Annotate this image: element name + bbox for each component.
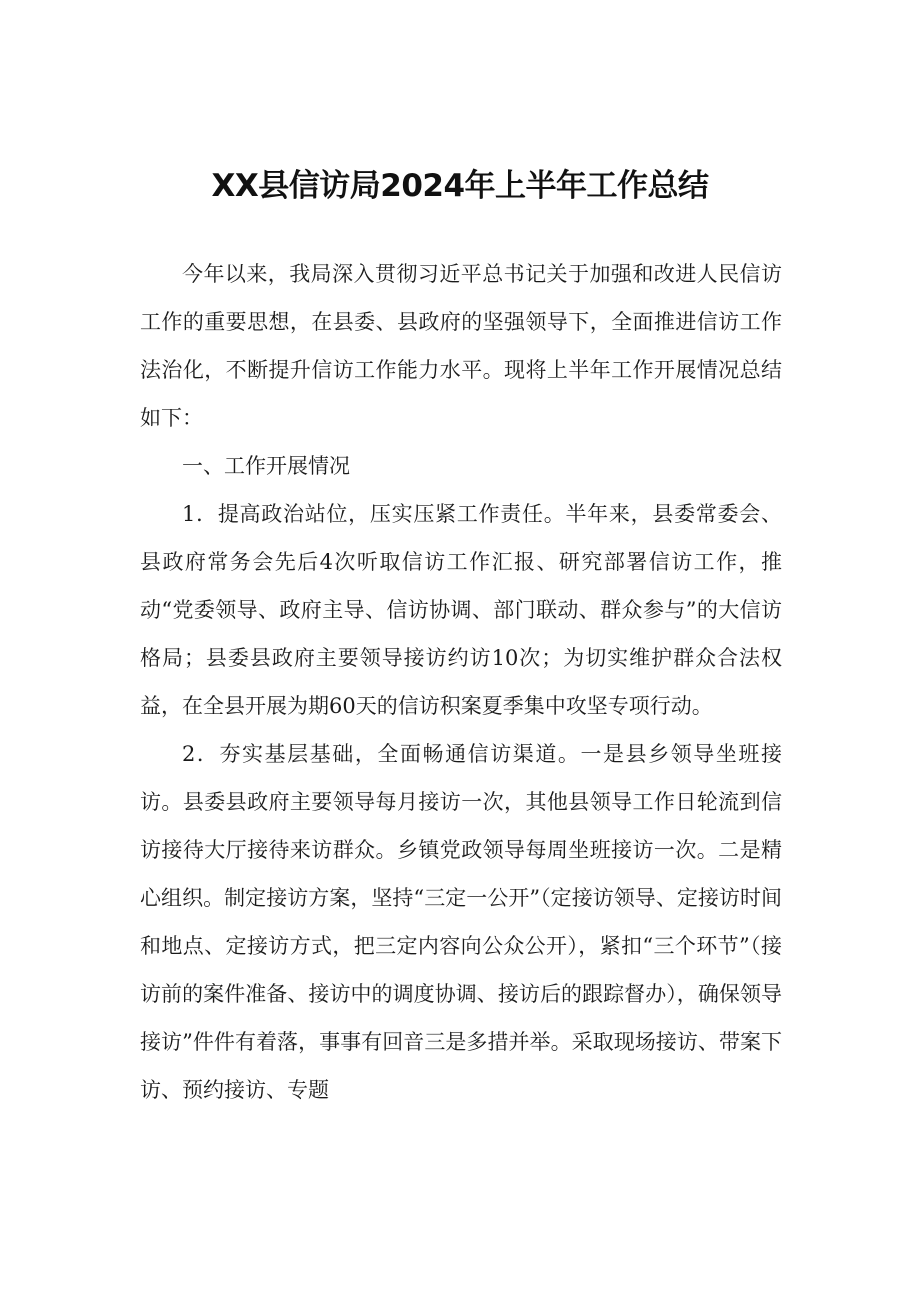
document-title: XX县信访局2024年上半年工作总结 — [211, 168, 709, 204]
paragraph-item-1: 1．提高政治站位，压实压紧工作责任。半年来，县委常委会、县政府常务会先后4次听取信访工作汇报、研究部署信访工作，推动“党委领导、政府主导、信访协调、部门联动、群众参与”的大信访格局；县委县政府主要领导接访约访10次；为切实维护群众合法权益，在全县开展为期60天的信访积案夏季集中攻坚专项行动。 — [140, 502, 782, 718]
document-body — [140, 250, 782, 1114]
intro-paragraph: 今年以来，我局深入贯彻习近平总书记关于加强和改进人民信访工作的重要思想，在县委、县政府的坚强领导下，全面推进信访工作法治化，不断提升信访工作能力水平。现将上半年工作开展情况总结如下： — [140, 262, 782, 430]
paragraph-item-2: 2．夯实基层基础，全面畅通信访渠道。一是县乡领导坐班接访。县委县政府主要领导每月接访一次，其他县领导工作日轮流到信访接待大厅接待来访群众。乡镇党政领导每周坐班接访一次。二是精心组织。制定接访方案，坚持“三定一公开”（定接访领导、定接访时间和地点、定接访方式，把三定内容向公众公开），紧扣“三个环节”（接访前的案件准备、接访中的调度协调、接访后的跟踪督办），确保领导接访”件件有着落，事事有回音三是多措并举。采取现场接访、带案下访、预约接访、专题 — [140, 742, 782, 1102]
section-heading: 一、工作开展情况 — [182, 454, 350, 478]
